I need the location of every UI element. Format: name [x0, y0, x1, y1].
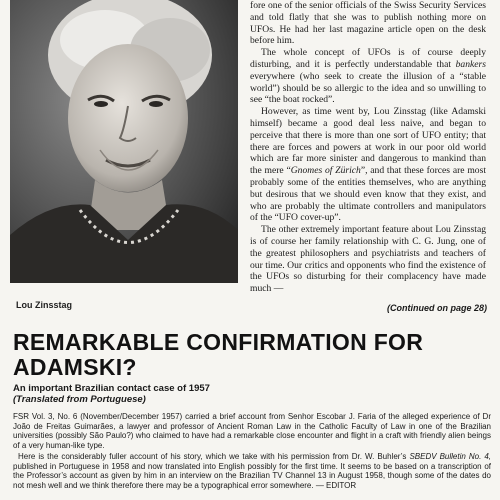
article-paragraph: The other extremely important feature about Lou Zinsstag is of course her family relationship with C. G. Jung, one of the greatest philosophers and psychiatrists and teachers of our time. Our critics and opponents who find the existence of the UFOs so disturbing for their complacency have made much — — [250, 224, 486, 295]
article-paragraph: The whole concept of UFOs is of course deeply disturbing, and it is perfectly understandable that bankers everywhere (who seek to create the illusion of a “stable world”) should be so allergic to the idea and so unwilling to see “the boat rocked”. — [250, 47, 486, 106]
headline: REMARKABLE CONFIRMATION FOR ADAMSKI? — [13, 329, 424, 380]
subtitle-translation-note: (Translated from Portuguese) — [13, 394, 146, 405]
article-column — [250, 0, 486, 300]
article-paragraph: fore one of the senior officials of the Swiss Security Services and told flatly that she was to publish nothing more on UFOs. He had her last magazine article open on the desk before him. — [250, 0, 486, 47]
subtitle — [13, 383, 493, 405]
portrait-photo — [10, 0, 238, 283]
portrait-image — [10, 0, 238, 283]
lower-article-body — [13, 412, 491, 492]
photo-caption: Lou Zinsstag — [16, 300, 72, 310]
subtitle-main: An important Brazilian contact case of 1957 — [13, 383, 210, 394]
lower-paragraph: Here is the considerably fuller account of his story, which we take with his permission from Dr. W. Buhler’s SBEDV Bulletin No. 4, published in Portuguese in 1958 and now translated into English possibly for the first time. It seems to be based on a transcription of the Professor’s account as given by him in an interview on the Brazilian TV Channel 13 in August 1958, though some of the dates do not mesh well and we think therefore there may be a typographical error somewhere. — EDITOR — [13, 451, 491, 490]
article-paragraph: However, as time went by, Lou Zinsstag (like Adamski himself) became a good deal less naive, and began to perceive that there is more than one sort of UFO entity; that there are forces and powers at work in our poor old world which are far more sinister and dangerous to mankind than the mere “Gnomes of Zürich”, and that these forces are most probably some of the entities themselves, who are anything but desirous that we should even know that they exist, and who are probably the ultimate controllers and manipulators of the “UFO cover-up”. — [250, 106, 486, 224]
lower-paragraph: FSR Vol. 3, No. 6 (November/December 1957) carried a brief account from Senhor Escobar J. Faria of the alleged experience of Dr João de Freitas Guimarães, a lawyer and professor of Ancient Roman Law in the Catholic Faculty of Law in one of the Brazilian universities (possibly São Paulo?) who claimed to have had a remarkable close encounter and flight in a craft with friendly alien beings of a very human-like type. — [13, 412, 491, 451]
continued-note: (Continued on page 28) — [387, 303, 487, 313]
